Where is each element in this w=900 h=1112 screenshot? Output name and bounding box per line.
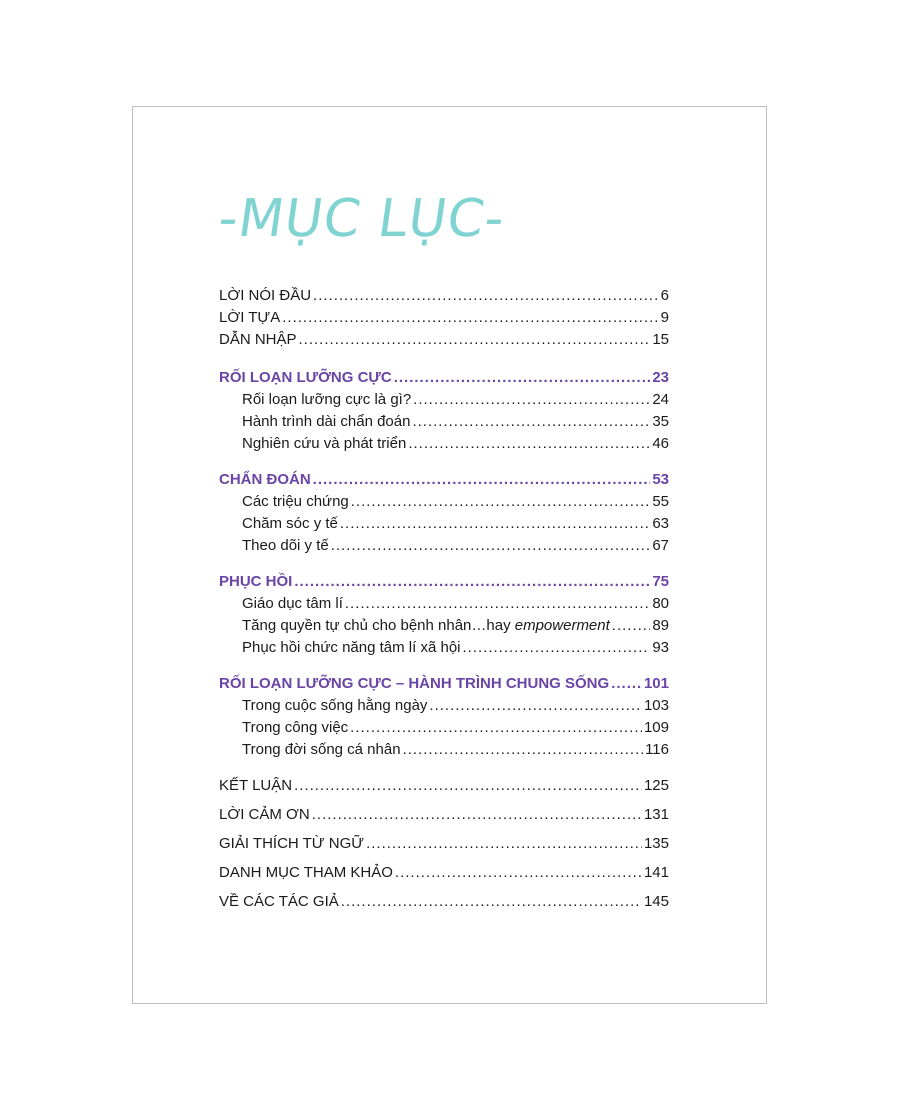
toc-subentry (219, 535, 669, 557)
toc-section-heading (219, 367, 669, 389)
toc-section-page: 101 (643, 675, 669, 692)
toc-entry-label: LỜI CẢM ƠN (219, 806, 310, 823)
toc-section-label: PHỤC HỒI (219, 573, 293, 590)
toc-entry (219, 804, 669, 826)
toc-entry (219, 775, 669, 797)
leader-dots (282, 307, 658, 329)
leader-dots (313, 469, 651, 491)
toc-entry-label: LỜI NÓI ĐẦU (219, 287, 312, 304)
toc-entry-label-text: Tăng quyền tự chủ cho bệnh nhân…hay (242, 617, 511, 634)
toc-entry-page: 141 (643, 864, 669, 881)
toc-section-page: 23 (652, 369, 669, 386)
toc-entry-page: 109 (643, 719, 669, 736)
leader-dots (394, 367, 651, 389)
toc-entry-label: DẪN NHẬP (219, 331, 297, 348)
toc-entry-page: 103 (643, 697, 669, 714)
book-page (132, 106, 767, 1004)
toc-subentry (219, 433, 669, 455)
toc-entry-page: 135 (643, 835, 669, 852)
toc-entry-label: Trong công việc (242, 719, 349, 736)
toc-entry (219, 833, 669, 855)
toc-section-label: RỐI LOẠN LƯỠNG CỰC (219, 369, 392, 386)
toc-subentry (219, 513, 669, 535)
toc-entry (219, 329, 669, 351)
toc-subentry (219, 695, 669, 717)
toc-entry (219, 285, 669, 307)
toc-entry-page: 35 (652, 413, 669, 430)
leader-dots (408, 433, 650, 455)
leader-dots (341, 891, 642, 913)
toc-entry-label: Các triệu chứng (242, 493, 349, 510)
toc-entry-page: 55 (652, 493, 669, 510)
leader-dots (395, 862, 642, 884)
toc-entry (219, 862, 669, 884)
toc-entry-page: 80 (652, 595, 669, 612)
leader-dots (413, 389, 650, 411)
toc-entry-page: 9 (660, 309, 669, 326)
toc-entry-label: Giáo dục tâm lí (242, 595, 343, 612)
toc-entry-page: 89 (652, 617, 669, 634)
toc-subentry (219, 411, 669, 433)
toc-entry-label: Chăm sóc y tế (242, 515, 338, 532)
toc-entry-label: KẾT LUẬN (219, 777, 293, 794)
toc-section-label: CHẨN ĐOÁN (219, 471, 311, 488)
toc-section-page: 75 (652, 573, 669, 590)
leader-dots (429, 695, 642, 717)
toc-entry (219, 891, 669, 913)
toc-entry-label: LỜI TỰA (219, 309, 281, 326)
leader-dots (366, 833, 642, 855)
toc-entry-page: 15 (652, 331, 669, 348)
leader-dots (294, 775, 642, 797)
leader-dots (313, 285, 659, 307)
toc-subentry (219, 389, 669, 411)
toc-entry-page: 145 (643, 893, 669, 910)
toc-subentry (219, 615, 669, 637)
toc-entry-label: GIẢI THÍCH TỪ NGỮ (219, 835, 365, 852)
leader-dots (463, 637, 651, 659)
toc-entry-page: 6 (660, 287, 669, 304)
leader-dots (345, 593, 650, 615)
toc-entry-label: Rối loạn lưỡng cực là gì? (242, 391, 412, 408)
toc-subentry (219, 637, 669, 659)
toc-ending-group (219, 775, 669, 913)
leader-dots (312, 804, 642, 826)
page-title: -MỤC LỤC- (214, 189, 509, 249)
toc-entry-page: 93 (652, 639, 669, 656)
leader-dots (412, 411, 650, 433)
toc-entry-label: VỀ CÁC TÁC GIẢ (219, 893, 339, 910)
leader-dots (294, 571, 650, 593)
leader-dots (403, 739, 644, 761)
toc-section-heading (219, 571, 669, 593)
toc-section-page: 53 (652, 471, 669, 488)
leader-dots (331, 535, 651, 557)
toc-entry-page: 125 (643, 777, 669, 794)
toc-entry-page: 131 (643, 806, 669, 823)
toc-entry-label: Nghiên cứu và phát triển (242, 435, 407, 452)
toc-entry (219, 307, 669, 329)
toc-entry-label: Trong đời sống cá nhân (242, 741, 401, 758)
toc-entry-page: 63 (652, 515, 669, 532)
toc-entry-label: DANH MỤC THAM KHẢO (219, 864, 393, 881)
leader-dots (350, 717, 642, 739)
toc-section-heading (219, 469, 669, 491)
leader-dots (299, 329, 651, 351)
toc-subentry (219, 491, 669, 513)
toc-entry-page: 46 (652, 435, 669, 452)
leader-dots (612, 615, 651, 637)
toc-subentry (219, 717, 669, 739)
toc-entry-page: 116 (645, 741, 669, 758)
leader-dots (351, 491, 651, 513)
toc-subentry (219, 593, 669, 615)
toc-entry-label: Hành trình dài chẩn đoán (242, 413, 411, 430)
toc-subentry (219, 739, 669, 761)
leader-dots (340, 513, 650, 535)
leader-dots (611, 673, 642, 695)
toc-section-label: RỐI LOẠN LƯỠNG CỰC – HÀNH TRÌNH CHUNG SỐNG (219, 675, 610, 692)
toc-entry-page: 67 (652, 537, 669, 554)
toc-entry-label (242, 615, 610, 637)
toc-entry-label: Phục hồi chức năng tâm lí xã hội (242, 639, 461, 656)
toc-entry-page: 24 (652, 391, 669, 408)
toc-entry-label: Theo dõi y tế (242, 537, 329, 554)
table-of-contents (219, 285, 669, 913)
toc-section-heading (219, 673, 669, 695)
toc-entry-label: Trong cuộc sống hằng ngày (242, 697, 428, 714)
toc-entry-label-emphasis: empowerment (514, 617, 610, 634)
